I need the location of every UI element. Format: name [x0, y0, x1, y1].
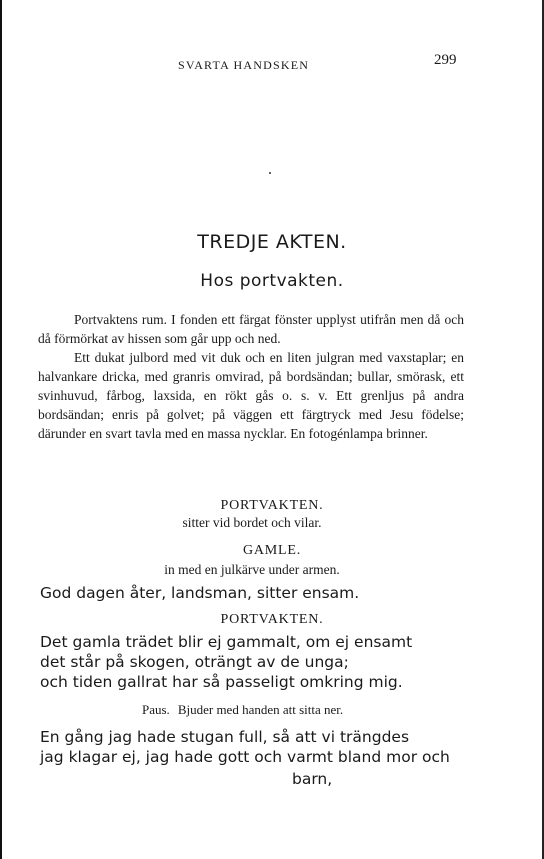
direction-sitter: sitter vid bordet och vilar.: [182, 515, 322, 530]
verse-line: God dagen åter, landsman, sitter ensam.: [40, 584, 360, 602]
verse-turnover: barn,: [292, 770, 333, 788]
speaker-portvakten: PORTVAKTEN.: [220, 498, 324, 513]
stage-paragraph-room: Portvaktens rum. I fonden ett färgat fönster upplyst utifrån men då och då förmörkat av hissen som går upp och ned.: [38, 312, 464, 346]
speaker-portvakten-2: PORTVAKTEN.: [220, 612, 324, 627]
print-speck: [269, 172, 271, 174]
verse-line: det står på skogen, oträngt av de unga;: [40, 653, 349, 671]
paus-text: Bjuder med handen att sitta ner.: [177, 702, 344, 717]
act-title: TREDJE AKTEN.: [197, 231, 347, 253]
speaker-gamle: GAMLE.: [242, 543, 302, 558]
verse-gamle: [40, 583, 359, 603]
verse-line: En gång jag hade stugan full, så att vi trängdes: [40, 728, 410, 746]
verse-line: och tiden gallrat har så passeligt omkring mig.: [40, 673, 403, 691]
verse-portvakten-continued: [40, 727, 450, 767]
page-number: 299: [434, 52, 457, 68]
running-head: SVARTA HANDSKEN: [178, 58, 310, 72]
paus-direction: [142, 702, 343, 718]
stage-directions: [38, 310, 464, 443]
direction-julkarve: in med en julkärve under armen.: [164, 562, 340, 577]
stage-paragraph-table: Ett dukat julbord med vit duk och en liten julgran med vaxstaplar; en halvankare dricka, med granris omvirad, på bordsändan; bullar, smörask, ett svinhuvud, fårbog, laxsida, en rökt gås o. s. v. Ett grenljus på andra bordsändan; enris på golvet; på väggen ett färgtryck med Jesu födelse; därunder en svart tavla med en massa nycklar. En fotogénlampa brinner.: [38, 350, 464, 441]
scene-title: Hos portvakten.: [200, 271, 344, 291]
paus-label: Paus.: [142, 702, 170, 717]
verse-line: jag klagar ej, jag hade gott och varmt bland mor och: [40, 748, 450, 766]
verse-line: Det gamla trädet blir ej gammalt, om ej ensamt: [40, 633, 413, 651]
verse-portvakten: [40, 632, 412, 692]
page-edge-left: [0, 0, 2, 859]
